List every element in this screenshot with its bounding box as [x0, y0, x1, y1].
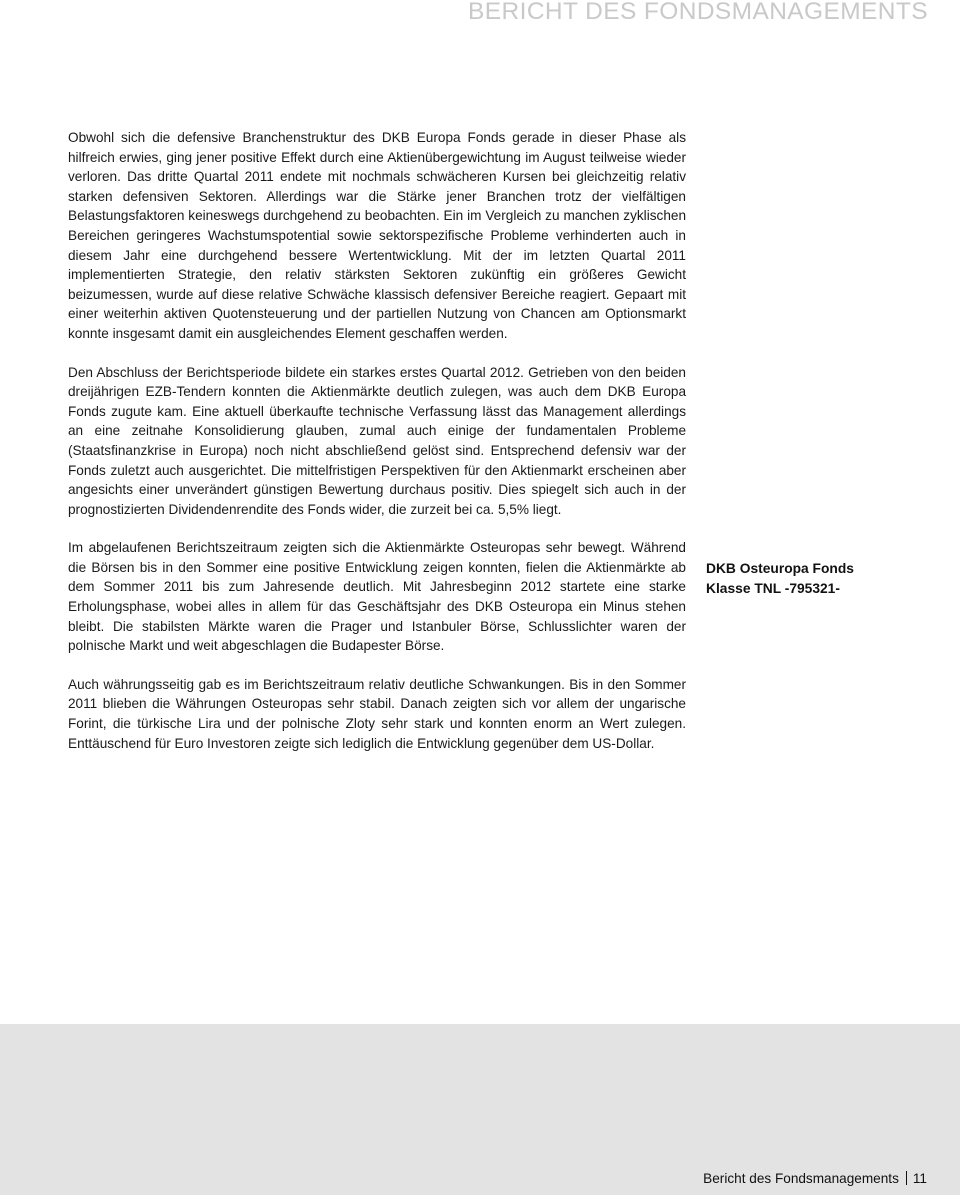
paragraph-europa-fonds-sectors: Obwohl sich die defensive Branchenstruktur des DKB Europa Fonds gerade in dieser Phase als hilfreich erwies, ging jener positive Effekt durch eine Aktienübergewichtung im August teilweise wieder verloren. Das dritte Quartal 2011 endete mit nochmals schwächeren Kursen bei gleichzeitig relativ starken defensiven Sektoren. Allerdings war die Stärke jener Branchen trotz der vielfältigen Belastungsfaktoren keineswegs durchgehend zu beobachten. Ein im Vergleich zu manchen zyklischen Bereichen geringeres Wachstumspotential sowie sektorspezifische Probleme verhinderten auch in diesem Jahr eine durchgehend bessere Wertentwicklung. Mit der im letzten Quartal 2011 implementierten Strategie, den relativ stärksten Sektoren zukünftig ein größeres Gewicht beizumessen, wurde auf diese relative Schwäche klassisch defensiver Bereiche reagiert. Gepaart mit einer weiterhin aktiven Quotensteuerung und der partiellen Nutzung von Chancen am Optionsmarkt konnte insgesamt damit ein ausgleichendes Element geschaffen werden. — [68, 130, 686, 341]
page-header-title: BERICHT DES FONDSMANAGEMENTS — [468, 0, 928, 25]
footer-separator — [906, 1171, 907, 1185]
page-number: 11 — [912, 1171, 927, 1186]
fund-class: Klasse TNL -795321- — [706, 581, 840, 596]
paragraph-osteuropa-markets: Im abgelaufenen Berichtszeitraum zeigten sich die Aktienmärkte Osteuropas sehr bewegt. Während die Börsen bis in den Sommer eine positive Entwicklung zeigen konnten, fielen die Aktienmärkte ab dem Sommer 2011 bis zum Jahresende deutlich. Mit Jahresbeginn 2012 startete eine starke Erholungsphase, wobei alles in allem für das Geschäftsjahr des DKB Osteuropa ein Minus stehen bleibt. Die stabilsten Märkte waren die Prager und Istanbuler Börse, Schlusslichter waren der polnische Markt und weit abgeschlagen die Budapester Börse. — [68, 540, 686, 654]
footer-section-label: Bericht des Fondsmanagements — [703, 1171, 899, 1186]
paragraph-berichtsperiode-abschluss: Den Abschluss der Berichtsperiode bildete ein starkes erstes Quartal 2012. Getrieben von den beiden dreijährigen EZB-Tendern konnten die Aktienmärkte deutlich zulegen, was auch dem DKB Europa Fonds zugute kam. Eine aktuell überkaufte technische Verfassung lässt das Management allerdings an eine zeitnahe Konsolidierung glauben, zumal auch einige der fundamentalen Probleme (Staatsfinanzkrise in Europa) noch nicht abschließend gelöst sind. Entsprechend defensiv war der Fonds zuletzt auch ausgerichtet. Die mittelfristigen Perspektiven für den Aktienmarkt erscheinen aber angesichts einer unverändert günstigen Bewertung durchaus positiv. Dies spiegelt sich auch in der prognostizierten Dividendenrendite des Fonds wider, die zurzeit bei ca. 5,5% liegt. — [68, 364, 686, 517]
fund-sidebar-label — [706, 559, 926, 599]
footer — [703, 1171, 927, 1187]
body-text-column — [68, 128, 686, 772]
paragraph-currency-fluctuations: Auch währungsseitig gab es im Berichtszeitraum relativ deutliche Schwankungen. Bis in den Sommer 2011 blieben die Währungen Osteuropas sehr stabil. Danach zeigten sich vor allem der ungarische Forint, die türkische Lira und der polnische Zloty sehr stark und konnten enorm an Wert zulegen. Enttäuschend für Euro Investoren zeigte sich lediglich die Entwicklung gegenüber dem US-Dollar. — [68, 676, 686, 751]
fund-name: DKB Osteuropa Fonds — [706, 561, 854, 576]
footer-band — [0, 1024, 960, 1195]
